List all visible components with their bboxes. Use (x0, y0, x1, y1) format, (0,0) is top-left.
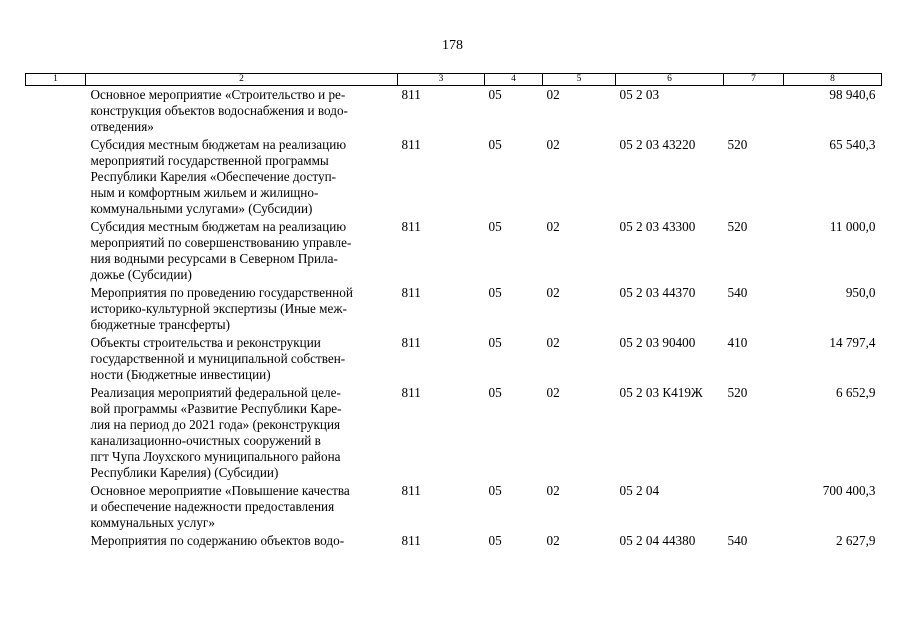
amount: 98 940,6 (829, 87, 876, 102)
item-name: Объекты строительства и реконструкции государственной и муниципальной собствен- ности (Бюджетные инвестиции) (90, 335, 346, 382)
table-row (26, 136, 882, 218)
amount: 14 797,4 (829, 335, 876, 350)
table-row (26, 218, 882, 284)
amount: 11 000,0 (829, 219, 876, 234)
section-code: 05 (488, 219, 502, 234)
item-name: Реализация мероприятий федеральной целе- вой программы «Развитие Республики Каре- лия на период до 2021 года» (реконструкция канализационно-очистных сооружений в пгт Чупа Лоухского муниципального района Республики Карелия) (Субсидии) (90, 385, 342, 480)
row-index-cell (26, 218, 86, 284)
grbs-code: 811 (401, 385, 421, 400)
table-row (26, 284, 882, 334)
table-row (26, 532, 882, 550)
section-code: 05 (488, 533, 502, 548)
section-code: 05 (488, 335, 502, 350)
row-index-cell (26, 334, 86, 384)
row-index-cell (26, 284, 86, 334)
row-index-cell (26, 532, 86, 550)
amount: 65 540,3 (829, 137, 876, 152)
expense-type-code: 520 (727, 219, 748, 234)
item-name: Основное мероприятие «Строительство и ре- конструкция объектов водоснабжения и водо- отведения» (90, 87, 348, 134)
subsection-code: 02 (546, 483, 560, 498)
grbs-code: 811 (401, 533, 421, 548)
section-code: 05 (488, 87, 502, 102)
item-name: Мероприятия по содержанию объектов водо- (90, 533, 345, 548)
expense-type-code: 540 (727, 533, 748, 548)
row-index-cell (26, 86, 86, 137)
subsection-code: 02 (546, 219, 560, 234)
row-index-cell (26, 136, 86, 218)
section-code: 05 (488, 137, 502, 152)
target-article-code: 05 2 04 (619, 483, 660, 498)
subsection-code: 02 (546, 285, 560, 300)
target-article-code: 05 2 03 (619, 87, 660, 102)
section-code: 05 (488, 483, 502, 498)
item-name: Мероприятия по проведению государственной историко-культурной экспертизы (Иные меж- бюджетные трансферты) (90, 285, 353, 332)
expense-type-code: 520 (727, 137, 748, 152)
column-header-4: 4 (485, 74, 543, 86)
subsection-code: 02 (546, 533, 560, 548)
column-header-6: 6 (616, 74, 724, 86)
amount: 2 627,9 (835, 533, 876, 548)
column-header-3: 3 (398, 74, 485, 86)
expense-type-code (724, 482, 784, 532)
subsection-code: 02 (546, 335, 560, 350)
target-article-code: 05 2 03 44370 (619, 285, 696, 300)
expense-type-code: 410 (727, 335, 748, 350)
page-number: 178 (442, 38, 463, 53)
budget-table-body (26, 86, 882, 551)
row-index-cell (26, 384, 86, 482)
table-row (26, 334, 882, 384)
column-header-7: 7 (724, 74, 784, 86)
column-header-8: 8 (784, 74, 882, 86)
section-code: 05 (488, 385, 502, 400)
section-code: 05 (488, 285, 502, 300)
amount: 950,0 (845, 285, 876, 300)
budget-table (25, 73, 882, 550)
target-article-code: 05 2 03 43220 (619, 137, 696, 152)
grbs-code: 811 (401, 335, 421, 350)
amount: 700 400,3 (822, 483, 876, 498)
table-row (26, 482, 882, 532)
expense-type-code (724, 86, 784, 137)
target-article-code: 05 2 03 43300 (619, 219, 696, 234)
grbs-code: 811 (401, 87, 421, 102)
target-article-code: 05 2 03 90400 (619, 335, 696, 350)
table-row (26, 384, 882, 482)
grbs-code: 811 (401, 137, 421, 152)
item-name: Основное мероприятие «Повышение качества и обеспечение надежности предоставления коммунальных услуг» (90, 483, 350, 530)
subsection-code: 02 (546, 385, 560, 400)
target-article-code: 05 2 03 К419Ж (619, 385, 703, 400)
item-name: Субсидия местным бюджетам на реализацию мероприятий государственной программы Республики Карелия «Обеспечение доступ- ным и комфортным жильем и жилищно- коммунальными услугами» (Субсидии) (90, 137, 347, 216)
subsection-code: 02 (546, 137, 560, 152)
subsection-code: 02 (546, 87, 560, 102)
column-number-header-row (26, 74, 882, 86)
expense-type-code: 520 (727, 385, 748, 400)
grbs-code: 811 (401, 483, 421, 498)
amount: 6 652,9 (835, 385, 876, 400)
grbs-code: 811 (401, 285, 421, 300)
table-row (26, 86, 882, 137)
row-index-cell (26, 482, 86, 532)
expense-type-code: 540 (727, 285, 748, 300)
column-header-5: 5 (543, 74, 616, 86)
grbs-code: 811 (401, 219, 421, 234)
target-article-code: 05 2 04 44380 (619, 533, 696, 548)
item-name: Субсидия местным бюджетам на реализацию мероприятий по совершенствованию управле- ния водными ресурсами в Северном Прила- дожье (Субсидии) (90, 219, 352, 282)
column-header-1: 1 (26, 74, 86, 86)
column-header-2: 2 (86, 74, 398, 86)
